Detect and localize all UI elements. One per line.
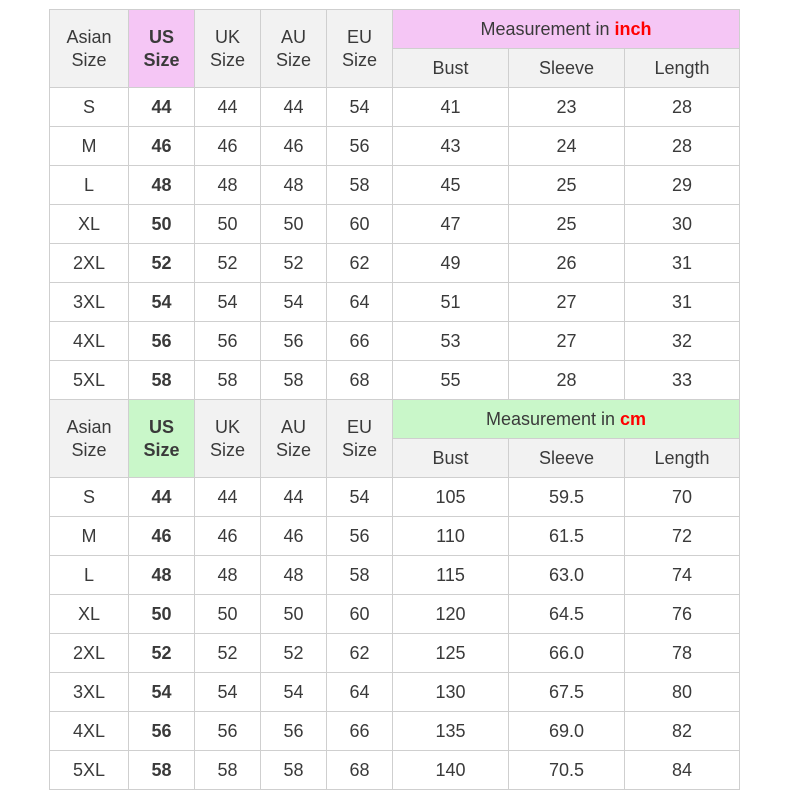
asian-cell: 3XL [50,673,129,712]
bust-cell: 55 [393,361,509,400]
sleeve-cell: 70.5 [509,751,625,790]
eu-cell: 68 [327,361,393,400]
asian-cell: L [50,166,129,205]
measurement-label: Measurement in [485,408,621,429]
us-header-line1: US [148,416,174,437]
length-cell: 31 [625,244,740,283]
uk-cell: 48 [195,556,261,595]
table-row [50,88,740,127]
table-row [50,595,740,634]
asian-header-line1: Asian [66,416,112,437]
us-cell: 54 [129,673,195,712]
sleeve-cell: 66.0 [509,634,625,673]
eu-cell: 60 [327,205,393,244]
uk-header-line2: Size [209,49,245,70]
asian-cell: M [50,127,129,166]
length-cell: 29 [625,166,740,205]
us-header-line2: Size [143,49,180,70]
uk-cell: 52 [195,634,261,673]
sleeve-cell: 23 [509,88,625,127]
asian-cell: M [50,517,129,556]
uk-cell: 44 [195,478,261,517]
asian-cell: 5XL [50,751,129,790]
eu-cell: 56 [327,127,393,166]
uk-cell: 56 [195,712,261,751]
au-size-header [261,10,327,88]
bust-cell: 135 [393,712,509,751]
table-row [50,634,740,673]
asian-header-line2: Size [71,49,107,70]
us-cell: 48 [129,556,195,595]
au-cell: 54 [261,673,327,712]
table-row [50,127,740,166]
bust-cell: 51 [393,283,509,322]
table-row [50,478,740,517]
eu-cell: 62 [327,244,393,283]
au-cell: 50 [261,205,327,244]
sleeve-cell: 27 [509,322,625,361]
eu-header-line2: Size [341,49,377,70]
eu-cell: 66 [327,322,393,361]
uk-cell: 58 [195,361,261,400]
sleeve-cell: 67.5 [509,673,625,712]
length-cell: 28 [625,127,740,166]
au-cell: 48 [261,556,327,595]
table-row [50,673,740,712]
table-row [50,244,740,283]
au-header-line2: Size [275,439,311,460]
asian-size-header [50,400,129,478]
uk-cell: 50 [195,595,261,634]
sleeve-cell: 24 [509,127,625,166]
measurement-header [393,10,740,49]
us-cell: 46 [129,517,195,556]
uk-size-header [195,400,261,478]
length-cell: 31 [625,283,740,322]
us-cell: 56 [129,712,195,751]
table-body-inch [50,88,740,400]
us-cell: 58 [129,361,195,400]
sleeve-cell: 27 [509,283,625,322]
asian-header-line1: Asian [66,26,112,47]
sleeve-cell: 69.0 [509,712,625,751]
au-cell: 44 [261,88,327,127]
length-cell: 72 [625,517,740,556]
table-row [50,751,740,790]
uk-header-line1: UK [214,26,240,47]
au-cell: 50 [261,595,327,634]
us-size-header [129,400,195,478]
eu-cell: 54 [327,88,393,127]
bust-header: Bust [393,49,509,88]
au-header-line2: Size [275,49,311,70]
uk-cell: 54 [195,673,261,712]
us-header-line2: Size [143,439,180,460]
au-cell: 58 [261,361,327,400]
table-row [50,361,740,400]
us-cell: 50 [129,595,195,634]
length-cell: 84 [625,751,740,790]
uk-header-line1: UK [214,416,240,437]
length-header: Length [625,49,740,88]
length-cell: 80 [625,673,740,712]
bust-cell: 125 [393,634,509,673]
asian-cell: XL [50,205,129,244]
sleeve-cell: 59.5 [509,478,625,517]
uk-size-header [195,10,261,88]
sleeve-header: Sleeve [509,439,625,478]
uk-cell: 46 [195,517,261,556]
asian-cell: 2XL [50,634,129,673]
us-size-header [129,10,195,88]
eu-cell: 64 [327,673,393,712]
length-cell: 33 [625,361,740,400]
sleeve-cell: 25 [509,166,625,205]
table-row [50,712,740,751]
bust-cell: 120 [393,595,509,634]
bust-cell: 49 [393,244,509,283]
bust-cell: 105 [393,478,509,517]
sleeve-cell: 25 [509,205,625,244]
sleeve-cell: 64.5 [509,595,625,634]
uk-cell: 46 [195,127,261,166]
bust-cell: 45 [393,166,509,205]
header-row [50,10,740,49]
eu-size-header [327,400,393,478]
length-cell: 28 [625,88,740,127]
asian-cell: 3XL [50,283,129,322]
au-cell: 56 [261,322,327,361]
unit-label: inch [614,18,652,39]
eu-header-line2: Size [341,439,377,460]
us-header-line1: US [148,26,174,47]
asian-size-header [50,10,129,88]
eu-header-line1: EU [346,416,372,437]
length-cell: 32 [625,322,740,361]
bust-cell: 130 [393,673,509,712]
au-cell: 46 [261,127,327,166]
eu-cell: 64 [327,283,393,322]
length-cell: 74 [625,556,740,595]
au-cell: 48 [261,166,327,205]
asian-cell: XL [50,595,129,634]
length-cell: 30 [625,205,740,244]
table-row [50,205,740,244]
eu-cell: 62 [327,634,393,673]
asian-cell: 2XL [50,244,129,283]
uk-cell: 52 [195,244,261,283]
bust-cell: 43 [393,127,509,166]
asian-cell: 4XL [50,322,129,361]
table-row [50,556,740,595]
bust-cell: 41 [393,88,509,127]
bust-cell: 115 [393,556,509,595]
sleeve-cell: 63.0 [509,556,625,595]
header-row [50,400,740,439]
au-size-header [261,400,327,478]
uk-header-line2: Size [209,439,245,460]
eu-cell: 68 [327,751,393,790]
au-header-line1: AU [280,26,306,47]
asian-cell: 5XL [50,361,129,400]
au-cell: 54 [261,283,327,322]
us-cell: 48 [129,166,195,205]
eu-cell: 58 [327,166,393,205]
length-cell: 76 [625,595,740,634]
eu-cell: 58 [327,556,393,595]
us-cell: 52 [129,634,195,673]
table-row [50,166,740,205]
table-row [50,283,740,322]
us-cell: 52 [129,244,195,283]
measurement-header [393,400,740,439]
uk-cell: 44 [195,88,261,127]
sleeve-cell: 26 [509,244,625,283]
uk-cell: 48 [195,166,261,205]
au-cell: 52 [261,634,327,673]
measurement-label: Measurement in [480,18,615,39]
us-cell: 44 [129,88,195,127]
au-cell: 56 [261,712,327,751]
eu-cell: 60 [327,595,393,634]
asian-header-line2: Size [71,439,107,460]
uk-cell: 56 [195,322,261,361]
eu-header-line1: EU [346,26,372,47]
table-row [50,322,740,361]
us-cell: 56 [129,322,195,361]
asian-cell: S [50,478,129,517]
au-cell: 58 [261,751,327,790]
table-body-cm [50,478,740,790]
asian-cell: S [50,88,129,127]
au-header-line1: AU [280,416,306,437]
au-cell: 46 [261,517,327,556]
sleeve-header: Sleeve [509,49,625,88]
sleeve-cell: 28 [509,361,625,400]
au-cell: 44 [261,478,327,517]
uk-cell: 58 [195,751,261,790]
uk-cell: 50 [195,205,261,244]
eu-cell: 56 [327,517,393,556]
us-cell: 44 [129,478,195,517]
au-cell: 52 [261,244,327,283]
size-table-cm [49,399,740,790]
bust-cell: 47 [393,205,509,244]
us-cell: 50 [129,205,195,244]
bust-cell: 53 [393,322,509,361]
asian-cell: 4XL [50,712,129,751]
length-header: Length [625,439,740,478]
length-cell: 70 [625,478,740,517]
bust-cell: 140 [393,751,509,790]
length-cell: 82 [625,712,740,751]
table-row [50,517,740,556]
asian-cell: L [50,556,129,595]
size-table-inch [49,9,740,400]
sleeve-cell: 61.5 [509,517,625,556]
us-cell: 54 [129,283,195,322]
uk-cell: 54 [195,283,261,322]
us-cell: 58 [129,751,195,790]
bust-cell: 110 [393,517,509,556]
bust-header: Bust [393,439,509,478]
us-cell: 46 [129,127,195,166]
length-cell: 78 [625,634,740,673]
unit-label: cm [620,408,647,429]
eu-cell: 66 [327,712,393,751]
eu-size-header [327,10,393,88]
eu-cell: 54 [327,478,393,517]
